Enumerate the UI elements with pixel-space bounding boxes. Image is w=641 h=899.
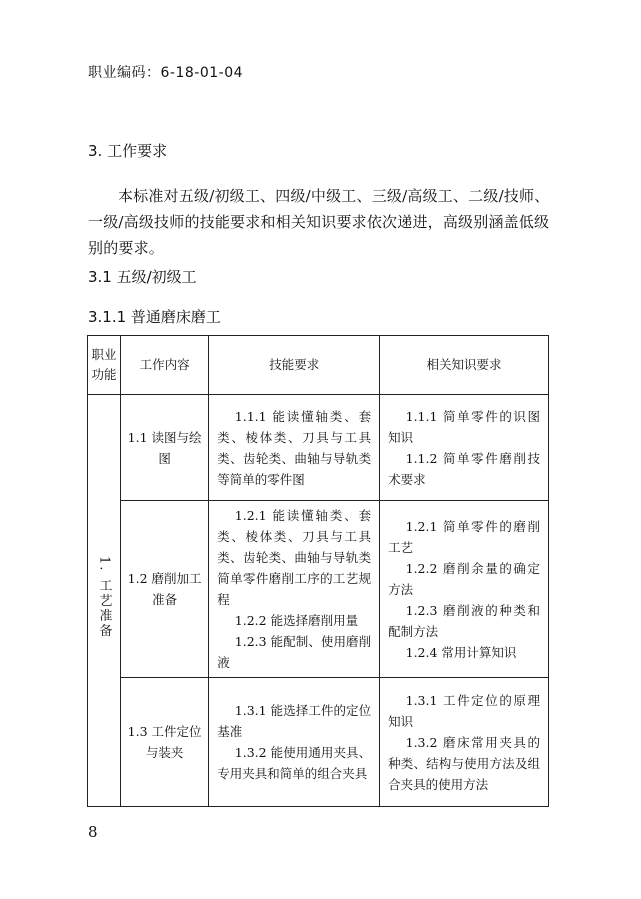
skill-item: 1.2.3 能配制、使用磨削液: [217, 634, 372, 670]
knowledge-cell: [380, 678, 549, 807]
table-header-row: [88, 336, 549, 395]
skills-cell: [209, 395, 380, 501]
skill-item: 1.3.1 能选择工件的定位基准: [217, 703, 372, 739]
knowledge-cell: [380, 395, 549, 501]
header-function: 职业功能: [88, 336, 121, 395]
knowledge-item: 1.1.1 简单零件的识图知识: [388, 408, 540, 445]
skills-cell: [209, 678, 380, 807]
knowledge-item: 1.2.2 磨削余量的确定方法: [388, 560, 540, 597]
knowledge-item: 1.2.1 简单零件的磨削工艺: [388, 518, 540, 555]
skill-item: 1.1.1 能读懂轴类、套类、棱体类、刀具与工具类、齿轮类、曲轴与导轨类等简单的零件图: [217, 408, 372, 487]
requirements-table: [87, 335, 549, 802]
header-knowledge: 相关知识要求: [380, 336, 549, 395]
skill-item: 1.2.2 能选择磨削用量: [234, 613, 359, 628]
knowledge-cell: [380, 501, 549, 678]
header-skills: 技能要求: [209, 336, 380, 395]
skill-item: 1.2.1 能读懂轴类、套类、棱体类、刀具与工具类、齿轮类、曲轴与导轨类简单零件磨削工序的工艺规程: [217, 508, 372, 607]
table-row: [88, 501, 549, 678]
knowledge-item: 1.1.2 简单零件磨削技术要求: [388, 450, 540, 487]
page-number: 8: [88, 823, 98, 841]
function-label: 1. 工艺准备: [96, 556, 112, 639]
function-cell: [88, 395, 121, 807]
skill-item: 1.3.2 能使用通用夹具、专用夹具和简单的组合夹具: [217, 745, 372, 781]
subsubsection-title: 3.1.1 普通磨床磨工: [88, 308, 221, 326]
knowledge-item: 1.3.2 磨床常用夹具的种类、结构与使用方法及组合夹具的使用方法: [388, 734, 540, 792]
table-row: [88, 678, 549, 807]
table-row: [88, 395, 549, 501]
knowledge-item: 1.3.1 工件定位的原理知识: [388, 692, 540, 729]
knowledge-item: 1.2.4 常用计算知识: [405, 644, 517, 660]
content-text: 1.2 磨削加工准备: [127, 571, 202, 607]
skills-cell: [209, 501, 380, 678]
subsection-title: 3.1 五级/初级工: [88, 268, 197, 286]
intro-paragraph: 本标准对五级/初级工、四级/中级工、三级/高级工、二级/技师、一级/高级技师的技能要求和相关知识要求依次递进，高级别涵盖低级别的要求。: [88, 187, 550, 257]
content-text: 1.3 工件定位与装夹: [127, 724, 202, 760]
content-cell: [120, 678, 208, 807]
knowledge-item: 1.2.3 磨削液的种类和配制方法: [388, 602, 540, 639]
header-content: 工作内容: [120, 336, 208, 395]
content-cell: [120, 501, 208, 678]
section-title: 3. 工作要求: [88, 142, 168, 160]
content-text: 1.1 读图与绘图: [127, 429, 202, 466]
content-cell: [120, 395, 208, 501]
occupation-code: 职业编码：6-18-01-04: [88, 65, 244, 81]
